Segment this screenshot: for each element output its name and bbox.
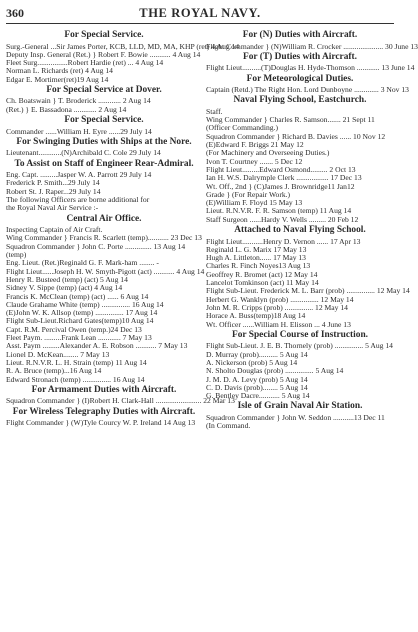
entry-line: Ch. Boatswain } T. Broderick ............ 2 Aug 14 (6, 96, 151, 106)
section-heading: For Special Course of Instruction. (231, 329, 369, 340)
entry-line: Flight Commander } (N)William R. Crocker ..................... 30 June 13 (206, 41, 418, 51)
entry-line: the Royal Naval Air Service :- (6, 203, 99, 213)
section-heading: For Special Service at Dover. (46, 84, 162, 95)
section-heading: Central Air Office. (66, 213, 142, 224)
entry-line: Wt. Officer ......William H. Elisson ... 4 June 13 (206, 319, 351, 329)
entry-line: Squadron Commander } (I)Robert H. Clark-Hall ........................ 22 Mar 13 (6, 396, 235, 406)
entry-line: Squadron Commander } Richard B. Davies ...... 10 Nov 12 (206, 131, 386, 141)
entry-line: R. A. Bruce (temp)...16 Aug 14 (6, 366, 102, 376)
section-heading: For Special Service. (64, 115, 144, 126)
entry-line: Norman L. Richards (ret) 4 Aug 14 (6, 66, 113, 76)
entry-line: Claude Grahame White (temp) ............... 16 Aug 14 (6, 299, 164, 309)
section-heading: For (N) Duties with Aircraft. (242, 30, 358, 40)
entry-line: Edward Stronach (temp) ............... 16 Aug 14 (6, 374, 145, 384)
section-heading: Attached to Naval Flying School. (234, 225, 366, 236)
page-number: 360 (6, 6, 24, 20)
entry-line: Fleet Paym. .........Frank Lean ............ 7 May 13 (6, 333, 152, 343)
entry-line: Flight Lieut..........(T)Douglas H. Hyde-Thomson ............ 13 June 14 (206, 63, 415, 73)
entry-line: Wt. Off., 2nd } (C)James J. Brownridge11 Jan12 (206, 181, 355, 191)
entry-line: Staff. (206, 106, 223, 116)
entry-line: (For Machinery and Overseeing Duties.) (206, 148, 330, 158)
entry-line: Robert St. J. Raper...29 July 14 (6, 186, 101, 196)
entry-line: Frederick P. Smith...29 July 14 (6, 178, 100, 188)
entry-line: Asst. Paym .........Alexander A. E. Robson ........... 7 May 13 (6, 341, 188, 351)
section-heading: For Meteorological Duties. (246, 73, 354, 84)
entry-line: Flight Lieut......Joseph H. W. Smyth-Pigott (act) ........... 4 Aug 14 (6, 266, 205, 276)
entry-line: (temp) (6, 250, 27, 260)
entry-line: Surg.-General ...Sir James Porter, KCB, LLD, MD, MA, KHP (ret) 4 Aug 14 (6, 41, 240, 51)
entry-line: J. M. D. A. Levy (prob) 5 Aug 14 (206, 374, 308, 384)
entry-line: Flight Sub-Lieut.Richard Gates(temp)10 Aug 14 (6, 316, 154, 326)
entry-line: Francis K. McClean (temp) (act) ...... 6 Aug 14 (6, 291, 149, 301)
section-heading: For Armament Duties with Aircraft. (31, 384, 177, 395)
entry-line: Sidney V. Sippe (temp) (act) 4 Aug 14 (6, 283, 123, 293)
entry-line: (E)William F. Floyd 15 May 13 (206, 198, 303, 208)
entry-line: G. Bentley Dacre........... 5 Aug 14 (206, 391, 310, 401)
entry-line: D. Murray (prob).......... 5 Aug 14 (206, 349, 308, 359)
entry-line: Edgar E. Mortimer(ret)19 Aug 14 (6, 74, 109, 84)
entry-line: Grade } (For Repair Work.) (206, 189, 291, 199)
entry-line: Flight Sub-Lieut. J. E. B. Thornely (prob) ............... 5 Aug 14 (206, 341, 393, 351)
entry-line: Ivon T. Courtney ....... 5 Dec 12 (206, 156, 303, 166)
section-heading: For Wireless Telegraphy Duties with Aircraft. (12, 406, 196, 417)
entry-line: Flight Sub-Lieut. Frederick M. L. Barr (prob) ............... 12 May 14 (206, 286, 410, 296)
entry-line: A. Nickerson (prob) 5 Aug 14 (206, 357, 298, 367)
entry-line: John M. R. Cripps (prob) ............... 12 May 14 (206, 302, 348, 312)
entry-line: Deputy Insp. General (Ret.) } Robert F. Bowie ........... 4 Aug 14 (6, 49, 201, 59)
entry-line: (In Command. (206, 421, 251, 431)
entry-line: Squadron Commander } John W. Seddon ...........13 Dec 11 (206, 412, 385, 422)
section-heading: For (T) Duties with Aircraft. (243, 51, 357, 62)
entry-line: Hugh A. Littleton...... 17 May 13 (206, 253, 306, 263)
entry-line: Wing Commander } Charles R. Samson....... 21 Sept 11 (206, 115, 375, 125)
entry-line: Horace A. Buss(temp)18 Aug 14 (206, 311, 306, 321)
section-heading: Isle of Grain Naval Air Station. (237, 401, 363, 412)
entry-line: Lionel D. McKean........ 7 May 13 (6, 349, 110, 359)
page-title: THE ROYAL NAVY. (139, 6, 261, 20)
entry-line: (Officer Commanding.) (206, 123, 278, 133)
entry-line: (E)Edward F. Briggs 21 May 12 (206, 140, 304, 150)
entry-line: Staff Surgeon ......Hardy V. Wells ......... 20 Feb 12 (206, 214, 359, 224)
section-heading: To Assist on Staff of Engineer Rear-Admiral. (14, 158, 194, 169)
entry-line: Inspecting Captain of Air Craft. (6, 225, 103, 235)
entry-line: Eng. Capt. .........Jasper W. A. Parrott 29 July 14 (6, 170, 152, 180)
entry-line: Flight Lieut.........Edward Osmond......... 2 Oct 13 (206, 164, 356, 174)
entry-line: Commander ......William H. Eyre ......29 July 14 (6, 126, 152, 136)
entry-line: (E)John W. K. Allsop (temp) ............... 17 Aug 14 (6, 308, 158, 318)
entry-line: Ian H. W.S. Dalrymple Clerk ................. 17 Dec 13 (206, 173, 362, 183)
entry-line: Lieutenant............(N)Archibald C. Cole 29 July 14 (6, 148, 161, 158)
entry-line: Capt. R.M. Percival Owen (temp.)24 Dec 13 (6, 324, 142, 334)
entry-line: Lieut. R.N.V.R. L. H. Strain (temp) 11 Aug 14 (6, 357, 147, 367)
section-heading: For Special Service. (64, 30, 144, 40)
entry-line: (Ret.) } E. Bassadona ............ 2 Aug 14 (6, 104, 127, 114)
section-heading: For Swinging Duties with Ships at the Nore. (16, 136, 192, 147)
entry-line: Fleet Surg................Robert Hardie (ret) ... 4 Aug 14 (6, 58, 164, 68)
entry-line: Wing Commander } Francis R. Scarlett (temp)........... 23 Dec 13 (6, 233, 202, 243)
entry-line: Herbert G. Wanklyn (prob) ............... 12 May 14 (206, 294, 354, 304)
entry-line: Geoffrey R. Bromet (act) 12 May 14 (206, 269, 318, 279)
entry-line: The following Officers are borne additional for (6, 195, 150, 205)
entry-line: Flight Commander } (W)Tyle Courcy W. P. Ireland 14 Aug 13 (6, 418, 196, 428)
right-column (206, 29, 418, 630)
page-header (6, 6, 394, 24)
header-rule (6, 23, 394, 24)
entry-line: Captain (Retd.) The Right Hon. Lord Dunboyne ............. 3 Nov 13 (206, 85, 409, 95)
entry-line: Charles R. Finch Noyes13 Aug 13 (206, 261, 311, 271)
entry-line: Lancelot Tomkinson (act) 11 May 14 (206, 278, 319, 288)
entry-line: Lieut. R.N.V.R. F. R. Samson (temp) 11 Aug 14 (206, 206, 352, 216)
entry-line: Henry R. Busteed (temp) (act) 5 Aug 14 (6, 274, 128, 284)
entry-line: N. Sholto Douglas (prob) ............... 5 Aug 14 (206, 366, 344, 376)
entry-line: C. D. Davis (prob)........ 5 Aug 14 (206, 382, 308, 392)
entry-line: Squadron Commander } John C. Porte .............. 13 Aug 14 (6, 241, 186, 251)
entry-line: Reginald L. G. Marix 17 May 13 (206, 244, 307, 254)
entry-line: Eng. Lieut. (Ret.)Reginald G. F. Mark-ham ........ - (6, 258, 159, 268)
section-heading: Naval Flying School, Eastchurch. (233, 95, 367, 106)
entry-line: Flight Lieut...........Henry D. Vernon ...... 17 Apr 13 (206, 236, 361, 246)
